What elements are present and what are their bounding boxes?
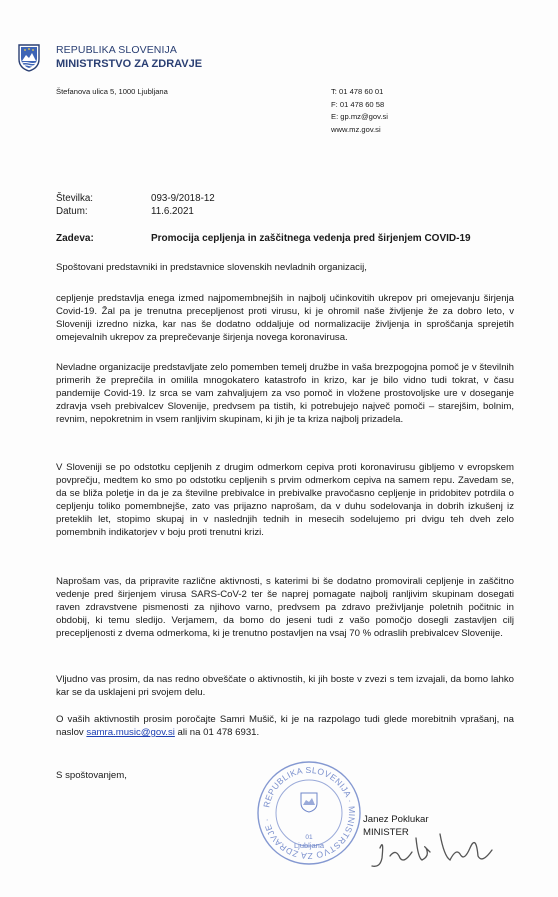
paragraph-1: cepljenje predstavlja enega izmed najpomembnejših in najbolj učinkovitih ukrepov pri omejevanju širjenja Covid-19. Žal pa je trenutna precepljenost proti virusu, ki je ohromil naše življenje že za dobro leto, v Sloveniji izredno nizka, kar nas še dodatno oddaljuje od normalizacije življenja in sproščanja sprejetih omejevalnih ukrepov za preprečevanje širjenja novega koronavirusa.	[56, 293, 514, 343]
signatory-title: MINISTER	[363, 827, 409, 838]
official-stamp	[256, 760, 362, 866]
ministry-address: Štefanova ulica 5, 1000 Ljubljana	[56, 87, 168, 96]
paragraph-3: V Sloveniji se po odstotku cepljenih z drugim odmerkom cepiva proti koronavirusu gibljemo v evropskem povprečju, medtem ko smo po odstotku cepljenih s prvim odmerkom cepiva na samem repu. Zavedam se, da se bliža poletje in da je za številne prebivalce in prebivalke pravočasno cepljenje in pridobitev potrdila o cepljenju toliko pomembnejše, zato vas prijazno naprošam, da v duhu sodelovanja in dobrih izkušenj iz preteklih let, stopimo skupaj in v naslednjih tednih in mesecih sodelujemo pri dvigu teh dveh zelo pomembnih indikatorjev v boju proti trenutni krizi.	[56, 462, 514, 538]
phone-number: T: 01 478 60 01	[331, 87, 384, 96]
paragraph-4: Naprošam vas, da pripravite različne aktivnosti, s katerimi bi še dodatno promovirali cepljenje in zaščitno vedenje pred širjenjem virusa SARS-CoV-2 ter še naprej pomagate najbolj ranljivim skupinam dosegati raven zdravstvene pismenosti za njihovo varno, predvsem pa zdravo preživljanje poletnih počitnic in obdobij, ki temu sledijo. Verjamem, da bomo do jeseni tudi z vašo pomočjo dosegli zastavljen cilj precepljenosti z dvema odmerkoma, ki je trenutno postavljen na vsaj 70 % odraslih prebivalcev Slovenije.	[56, 576, 514, 639]
contact-block	[331, 86, 388, 136]
number-value: 093-9/2018-12	[151, 193, 215, 204]
contact-email-link[interactable]: samra.music@gov.si	[86, 726, 175, 738]
signatory-name: Janez Poklukar	[363, 814, 429, 825]
republic-name: REPUBLIKA SLOVENIJA	[56, 44, 177, 56]
closing: S spoštovanjem,	[56, 770, 127, 781]
paragraph-6-text: O vaših aktivnostih prosim poročajte Samri Mušič, ki je na razpolago tudi glede morebitnih vprašanj, na naslov	[56, 714, 514, 738]
paragraph-6	[56, 714, 514, 740]
subject-label: Zadeva:	[56, 233, 94, 244]
stamp-number: 01	[305, 834, 313, 841]
date-label: Datum:	[56, 206, 88, 217]
ministry-name: MINISTRSTVO ZA ZDRAVJE	[56, 58, 203, 70]
website: www.mz.gov.si	[331, 124, 381, 134]
handwritten-signature	[360, 808, 520, 878]
coat-of-arms-icon	[18, 44, 40, 72]
stamp-coat-of-arms-icon	[301, 793, 317, 812]
paragraph-5: Vljudno vas prosim, da nas redno obveščate o aktivnostih, ki jih boste v zvezi s tem izvajali, da bomo lahko kar se da usklajeni pri svojem delu.	[56, 674, 514, 698]
fax-number: F: 01 478 60 58	[331, 99, 385, 109]
salutation: Spoštovani predstavniki in predstavnice slovenskih nevladnih organizacij,	[56, 262, 367, 273]
stamp-ring-text: REPUBLIKA SLOVENIJA · MINISTRSTVO ZA ZDRAVJE ·	[261, 764, 358, 862]
stamp-city: Ljubljana	[293, 841, 325, 850]
email-address: E: gp.mz@gov.si	[331, 112, 388, 122]
date-value: 11.6.2021	[151, 206, 194, 217]
subject-value: Promocija cepljenja in zaščitnega vedenja pred širjenjem COVID-19	[151, 233, 471, 244]
paragraph-6-tail: ali na 01 478 6931.	[174, 726, 260, 738]
paragraph-2: Nevladne organizacije predstavljate zelo pomemben temelj družbe in vaša brezpogojna pomoč je v številnih primerih že preprečila in omilila mnogokatero katastrofo in krizo, kar je bilo vidno tudi tokrat, v času pandemije Covid-19. Iz srca se vam zahvaljujem za vso pomoč in vložene prostovoljske ure v doseganje zdravja vseh prebivalcev Slovenije, predvsem pa tistih, ki potrebujejo največ pomoči – starejšim, bolnim, revnim, nepokretnim in vsem ranljivim skupinam, ki jih je ta kriza najbolj prizadela.	[56, 362, 514, 425]
number-label: Številka:	[56, 193, 94, 204]
